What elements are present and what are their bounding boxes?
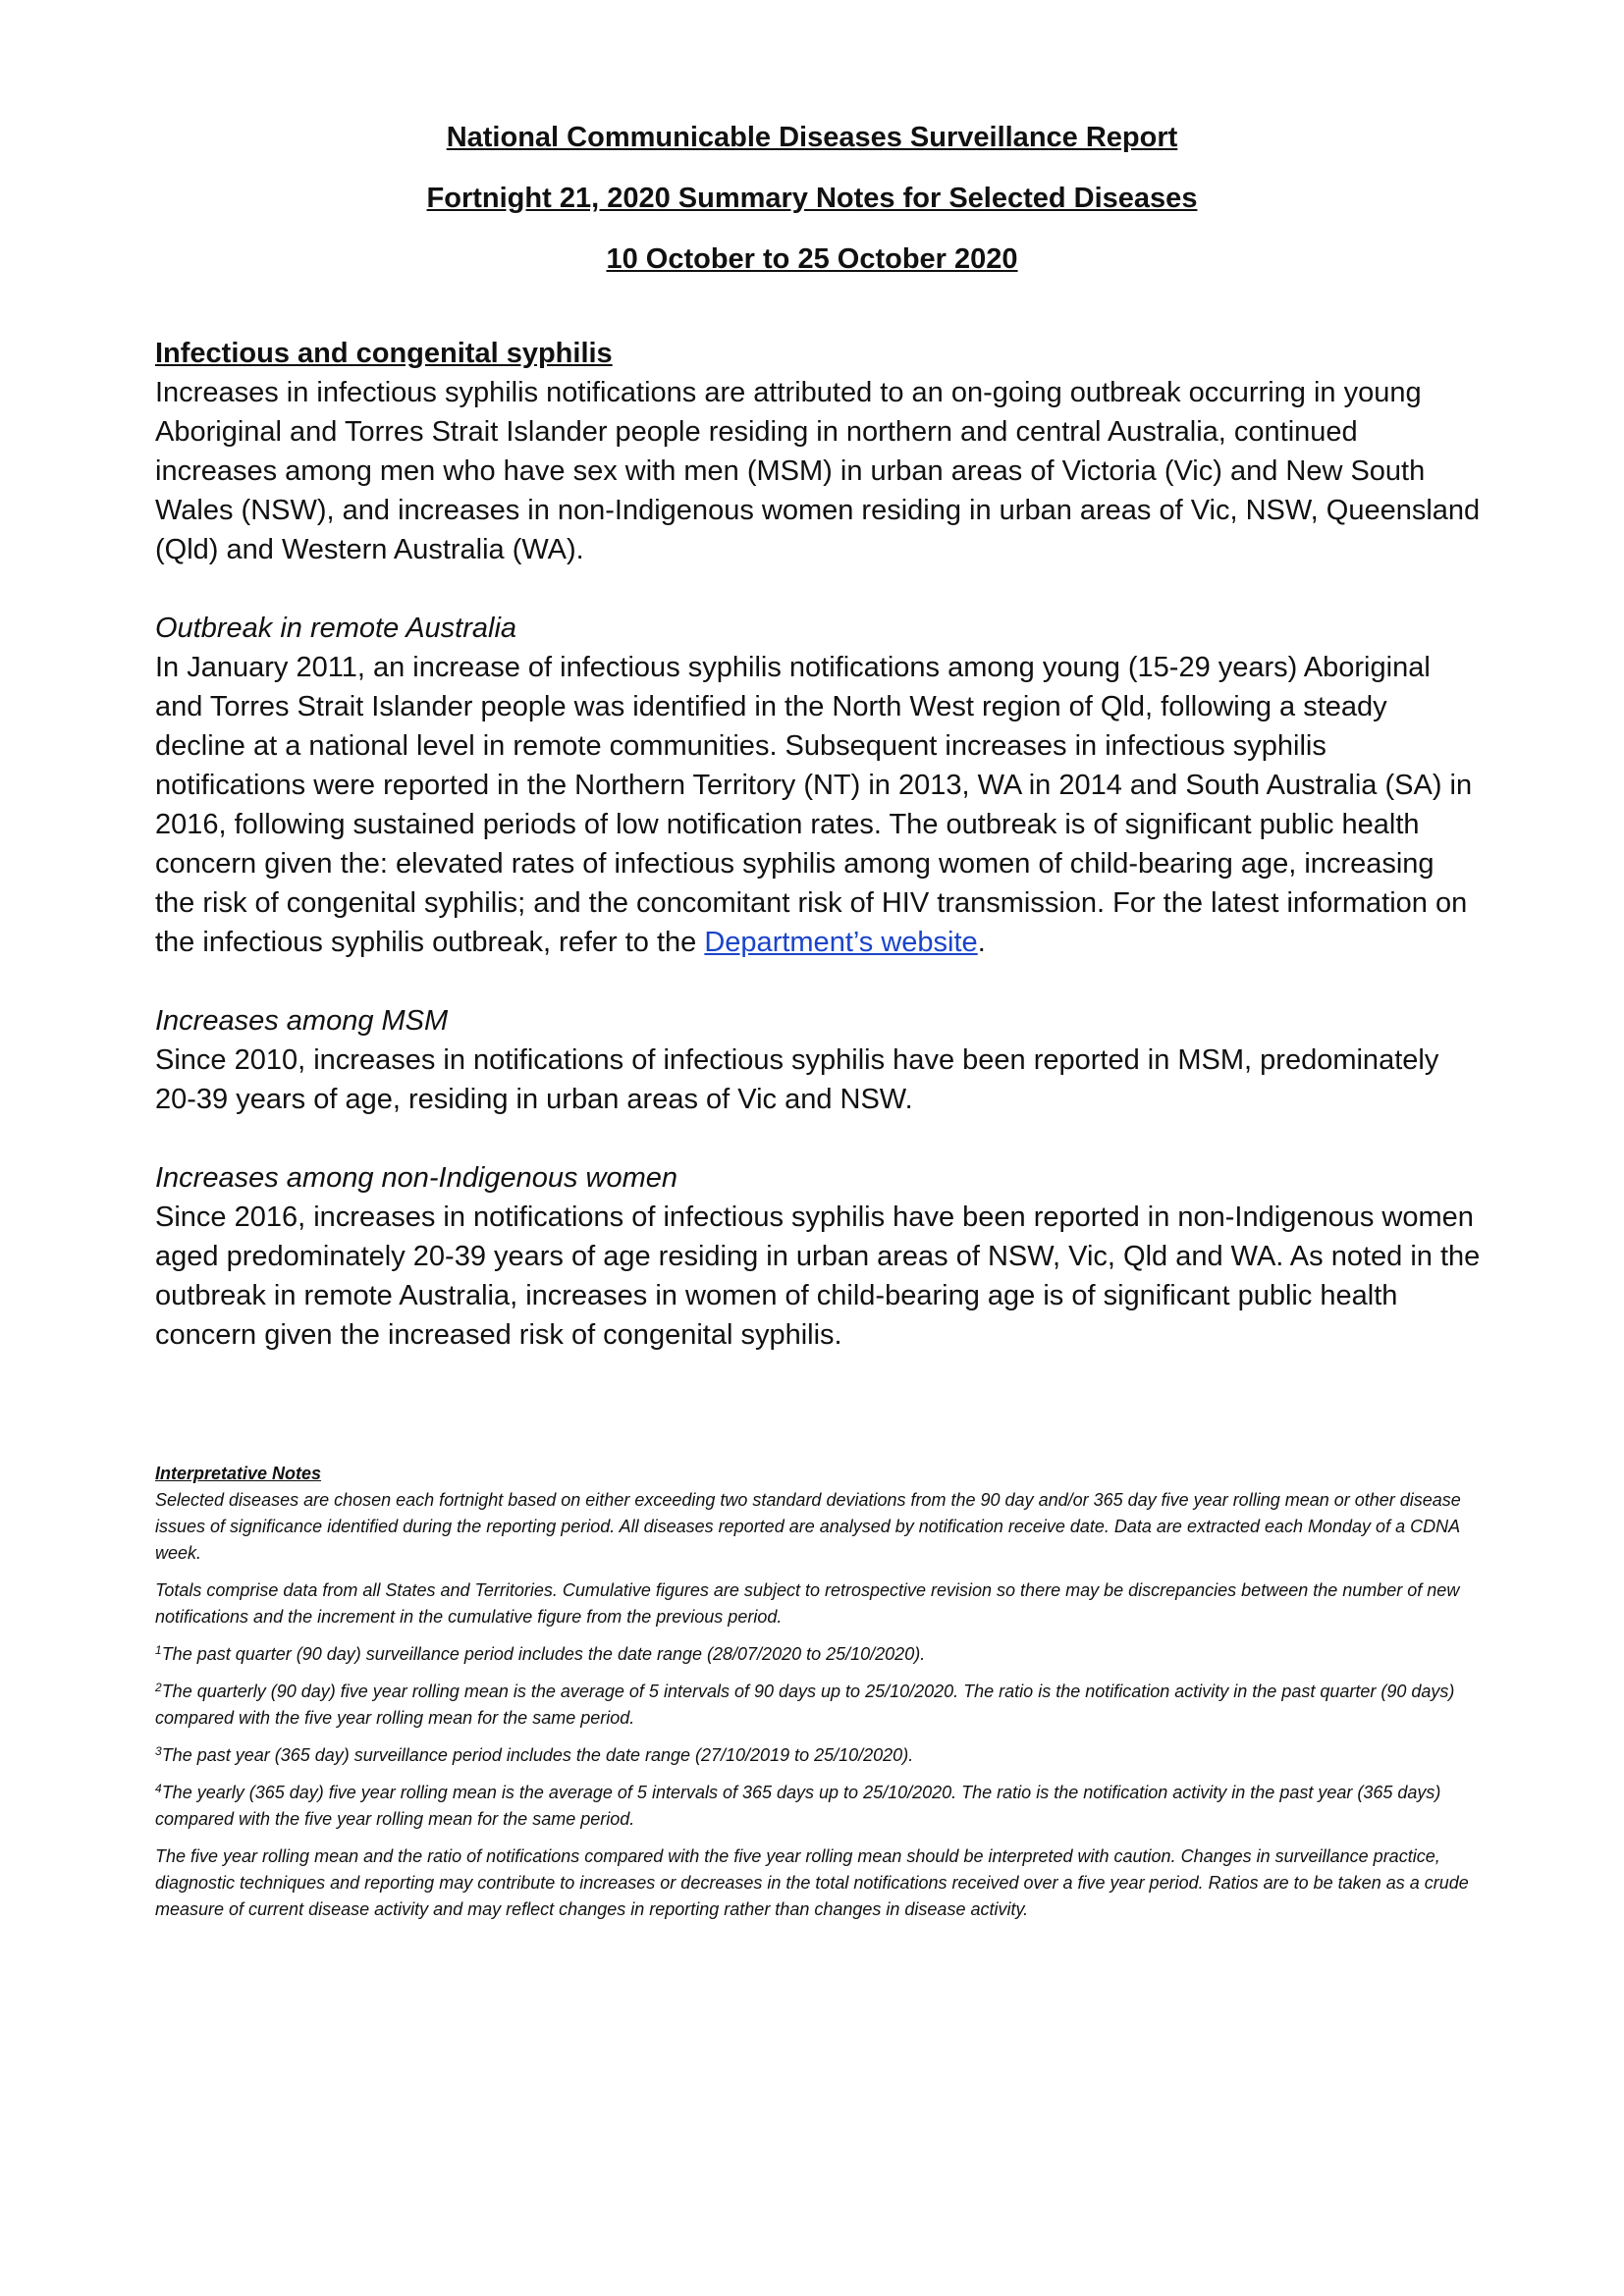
- msm-paragraph: Since 2010, increases in notifications of infectious syphilis have been reported in MSM, predominately 20-39 years of age, residing in urban areas of Vic and NSW.: [155, 1044, 1439, 1115]
- remote-outbreak-heading: Outbreak in remote Australia: [155, 613, 517, 644]
- women-heading: Increases among non-Indigenous women: [155, 1162, 677, 1194]
- footnote-4-mark: 4: [155, 1782, 162, 1795]
- remote-outbreak-section: [155, 609, 1481, 962]
- footnote-1-mark: 1: [155, 1643, 162, 1657]
- main-content: [155, 334, 1481, 1394]
- footnote-2-text: The quarterly (90 day) five year rolling mean is the average of 5 intervals of 90 days up to 25/10/2020. The ratio is the notification activity in the past quarter (90 days) compared with the five year rolling mean for the same period.: [155, 1682, 1455, 1728]
- footnote-2-mark: 2: [155, 1681, 162, 1694]
- note-paragraph-caution: The five year rolling mean and the ratio of notifications compared with the five year rolling mean should be interpreted with caution. Changes in surveillance practice, diagnostic techniques and reporting may contribute to increases or decreases in the total notifications received over a five year period. Ratios are to be taken as a crude measure of current disease activity and may reflect changes in reporting rather than changes in disease activity.: [155, 1846, 1469, 1919]
- notes-heading: Interpretative Notes: [155, 1464, 322, 1483]
- remote-outbreak-end: .: [977, 927, 986, 958]
- footnote-1: [155, 1641, 1481, 1668]
- section-heading: Infectious and congenital syphilis: [155, 338, 613, 369]
- report-date-range: [0, 241, 1624, 277]
- footnote-3: [155, 1742, 1481, 1769]
- report-title-line: National Communicable Diseases Surveillance Report: [446, 122, 1178, 153]
- report-subtitle: [0, 181, 1624, 216]
- footnote-1-text: The past quarter (90 day) surveillance period includes the date range (28/07/2020 to 25/10/2020).: [161, 1644, 926, 1664]
- footnote-3-text: The past year (365 day) surveillance period includes the date range (27/10/2019 to 25/10/2020).: [161, 1745, 914, 1765]
- msm-heading: Increases among MSM: [155, 1005, 449, 1037]
- syphilis-section-intro: [155, 334, 1481, 569]
- report-date-range-line: 10 October to 25 October 2020: [606, 243, 1018, 275]
- msm-section: [155, 1001, 1481, 1119]
- footnote-3-mark: 3: [155, 1744, 162, 1758]
- note-paragraph-totals: Totals comprise data from all States and Territories. Cumulative figures are subject to retrospective revision so there may be discrepancies between the number of new notifications and the increment in the cumulative figure from the previous period.: [155, 1580, 1460, 1627]
- footnote-4: [155, 1780, 1481, 1833]
- note-paragraph-selection: Selected diseases are chosen each fortnight based on either exceeding two standard deviations from the 90 day and/or 365 day five year rolling mean or other disease issues of significance identified during the reporting period. All diseases reported are analysed by notification receive date. Data are extracted each Monday of a CDNA week.: [155, 1490, 1461, 1563]
- remote-outbreak-paragraph: [155, 648, 1481, 962]
- footnote-4-text: The yearly (365 day) five year rolling mean is the average of 5 intervals of 365 days up to 25/10/2020. The ratio is the notification activity in the past year (365 days) compared with the five year rolling mean for the same period.: [155, 1783, 1441, 1829]
- intro-paragraph: Increases in infectious syphilis notifications are attributed to an on-going outbreak occurring in young Aboriginal and Torres Strait Islander people residing in northern and central Australia, continued increases among men who have sex with men (MSM) in urban areas of Victoria (Vic) and New South Wales (NSW), and increases in non-Indigenous women residing in urban areas of Vic, NSW, Queensland (Qld) and Western Australia (WA).: [155, 377, 1481, 565]
- remote-outbreak-text: In January 2011, an increase of infectious syphilis notifications among young (15-29 years) Aboriginal and Torres Strait Islander people was identified in the North West region of Qld, following a steady decline at a national level in remote communities. Subsequent increases in infectious syphilis notifications were reported in the Northern Territory (NT) in 2013, WA in 2014 and South Australia (SA) in 2016, following sustained periods of low notification rates. The outbreak is of significant public health concern given the: elevated rates of infectious syphilis among women of child-bearing age, increasing the risk of congenital syphilis; and the concomitant risk of HIV transmission. For the latest information on the infectious syphilis outbreak, refer to the: [155, 652, 1473, 958]
- footnote-2: [155, 1679, 1481, 1732]
- report-title: [0, 120, 1624, 155]
- department-website-link[interactable]: Department’s website: [704, 927, 978, 958]
- women-paragraph: Since 2016, increases in notifications of infectious syphilis have been reported in non-Indigenous women aged predominately 20-39 years of age residing in urban areas of NSW, Vic, Qld and WA. As noted in the outbreak in remote Australia, increases in women of child-bearing age is of significant public health concern given the increased risk of congenital syphilis.: [155, 1201, 1481, 1351]
- interpretative-notes: [155, 1461, 1481, 1934]
- report-subtitle-line: Fortnight 21, 2020 Summary Notes for Selected Diseases: [426, 183, 1198, 214]
- women-section: [155, 1158, 1481, 1355]
